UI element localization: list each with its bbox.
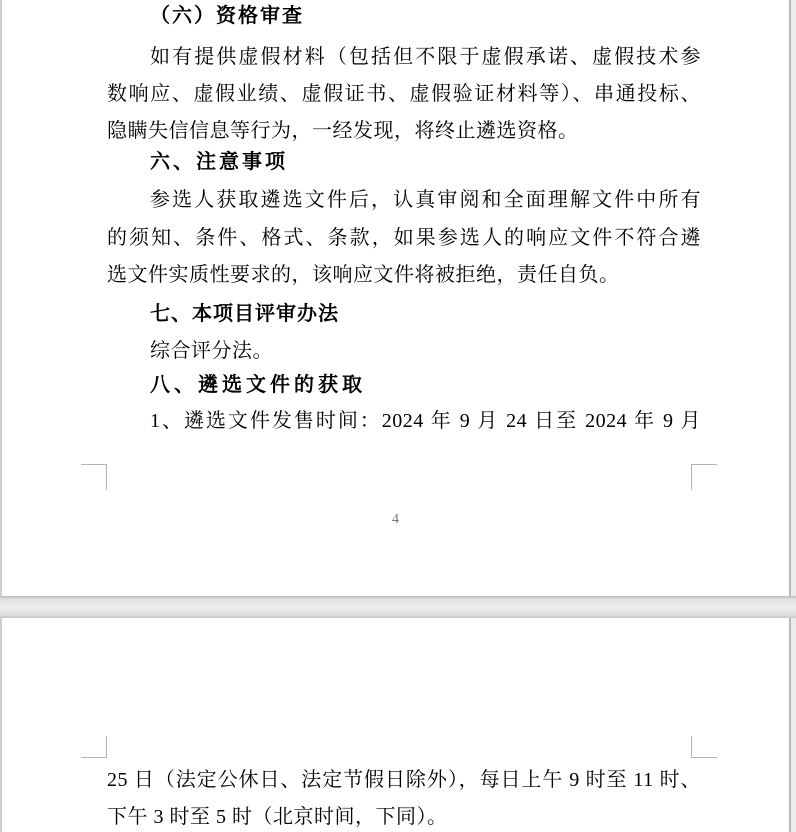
- page-number: 4: [392, 512, 399, 527]
- page-right-edge-line: [789, 0, 791, 832]
- heading-qualification-review: （六）资格审查: [150, 5, 304, 27]
- margin-crop-mark-bottom-right: [691, 464, 717, 490]
- heading-document-acquisition: 八、遴选文件的获取: [150, 374, 366, 396]
- body-line: 参选人获取遴选文件后，认真审阅和全面理解文件中所有: [150, 189, 701, 211]
- heading-notes: 六、注意事项: [150, 151, 288, 173]
- page-gap: [0, 596, 796, 618]
- document-page-4[interactable]: [2, 0, 789, 596]
- body-line: 数响应、虚假业绩、虚假证书、虚假验证材料等）、串通投标、: [107, 83, 701, 105]
- body-line: 25 日（法定公休日、法定节假日除外），每日上午 9 时至 11 时、: [107, 769, 701, 791]
- body-line: 的须知、条件、格式、条款，如果参选人的响应文件不符合遴: [107, 227, 701, 249]
- margin-crop-mark-bottom-left: [81, 464, 107, 490]
- margin-crop-mark-top-right: [691, 736, 717, 758]
- body-line: 隐瞒失信信息等行为，一经发现，将终止遴选资格。: [107, 120, 579, 142]
- document-page-5[interactable]: [2, 618, 789, 832]
- body-line: 1、遴选文件发售时间：2024 年 9 月 24 日至 2024 年 9 月: [150, 410, 701, 432]
- body-line: 下午 3 时至 5 时（北京时间，下同）。: [107, 806, 448, 828]
- body-line: 如有提供虚假材料（包括但不限于虚假承诺、虚假技术参: [150, 46, 701, 68]
- body-line: 选文件实质性要求的，该响应文件将被拒绝，责任自负。: [107, 264, 620, 286]
- margin-crop-mark-top-left: [81, 736, 107, 758]
- body-line: 综合评分法。: [150, 340, 273, 362]
- heading-evaluation-method: 七、本项目评审办法: [150, 303, 339, 325]
